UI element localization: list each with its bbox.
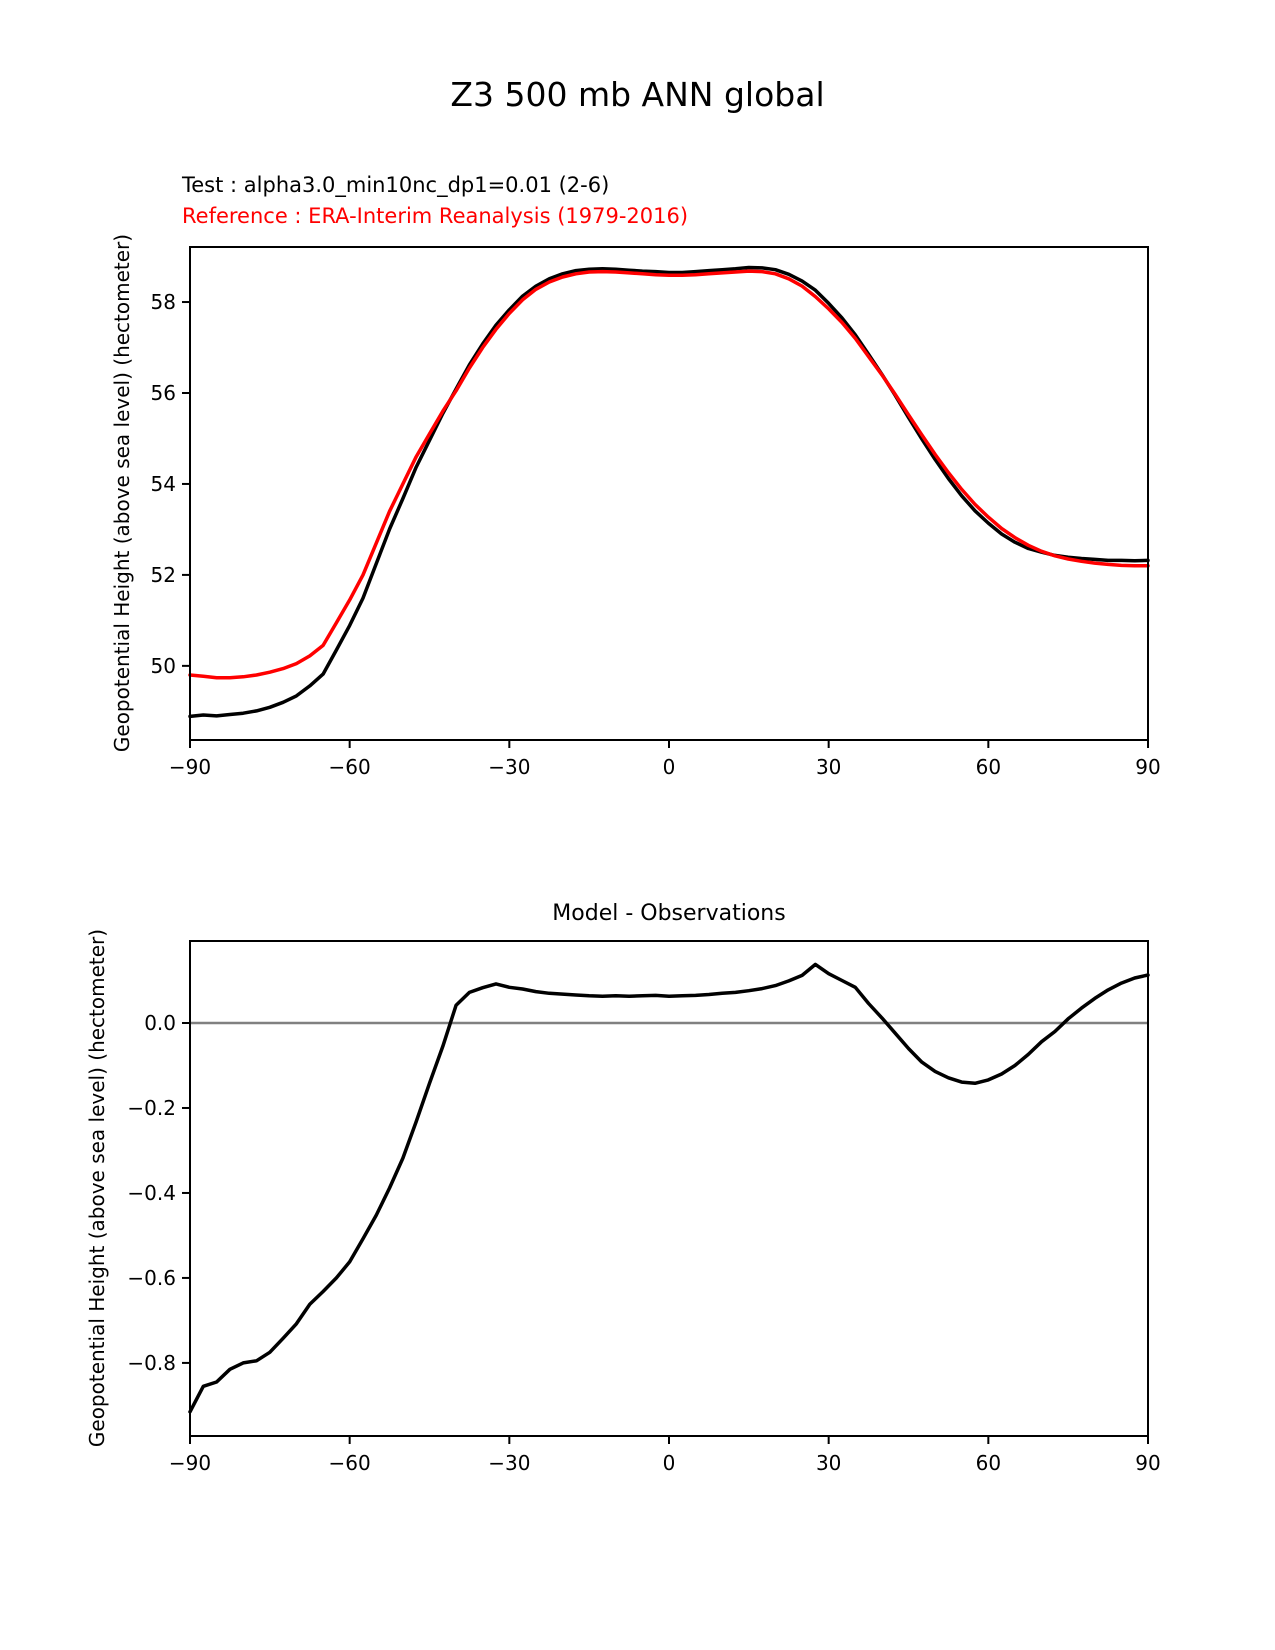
top-x-tick-label: −90 [168,755,212,779]
diff-curve [190,964,1148,1411]
top-x-tick-label: 0 [662,755,676,779]
bottom-y-tick-label: −0.8 [127,1350,176,1375]
bottom-x-tick-label: 30 [815,1451,842,1475]
top-y-tick-label: 58 [150,290,176,315]
top-y-tick-label: 54 [150,471,176,496]
bottom-y-tick-label: −0.4 [127,1180,176,1205]
top-x-tick-label: 90 [1135,755,1161,779]
reference-curve [190,271,1148,678]
bottom-x-tick-label: −60 [328,1451,371,1475]
top-y-tick-label: 52 [150,562,176,587]
top-axes-frame [190,247,1148,740]
top-y-tick-label: 50 [150,653,176,678]
top-x-tick-label: −30 [488,755,531,779]
bottom-y-tick-label: 0.0 [144,1011,176,1036]
top-x-tick-label: 60 [975,755,1002,779]
bottom-chart-title: Model - Observations [552,901,786,926]
bottom-y-tick-label: −0.6 [127,1265,176,1290]
top-y-axis-label: Geopotential Height (above sea level) (hectometer) [110,233,134,753]
bottom-x-tick-label: 60 [975,1451,1002,1475]
legend-reference-label: Reference : ERA-Interim Reanalysis (1979-2016) [182,204,689,228]
bottom-axes-frame [190,941,1148,1436]
bottom-x-tick-label: −90 [168,1451,212,1475]
top-y-tick-label: 56 [150,380,176,405]
figure-title: Z3 500 mb ANN global [450,75,825,114]
test-curve [190,268,1148,717]
bottom-x-tick-label: 0 [662,1451,676,1475]
bottom-x-tick-label: 90 [1135,1451,1161,1475]
legend-test-label: Test : alpha3.0_min10nc_dp1=0.01 (2-6) [182,173,610,197]
top-x-tick-label: 30 [815,755,842,779]
top-x-tick-label: −60 [328,755,371,779]
bottom-y-axis-label: Geopotential Height (above sea level) (hectometer) [85,928,109,1448]
bottom-x-tick-label: −30 [488,1451,531,1475]
bottom-y-tick-label: −0.2 [127,1095,176,1120]
